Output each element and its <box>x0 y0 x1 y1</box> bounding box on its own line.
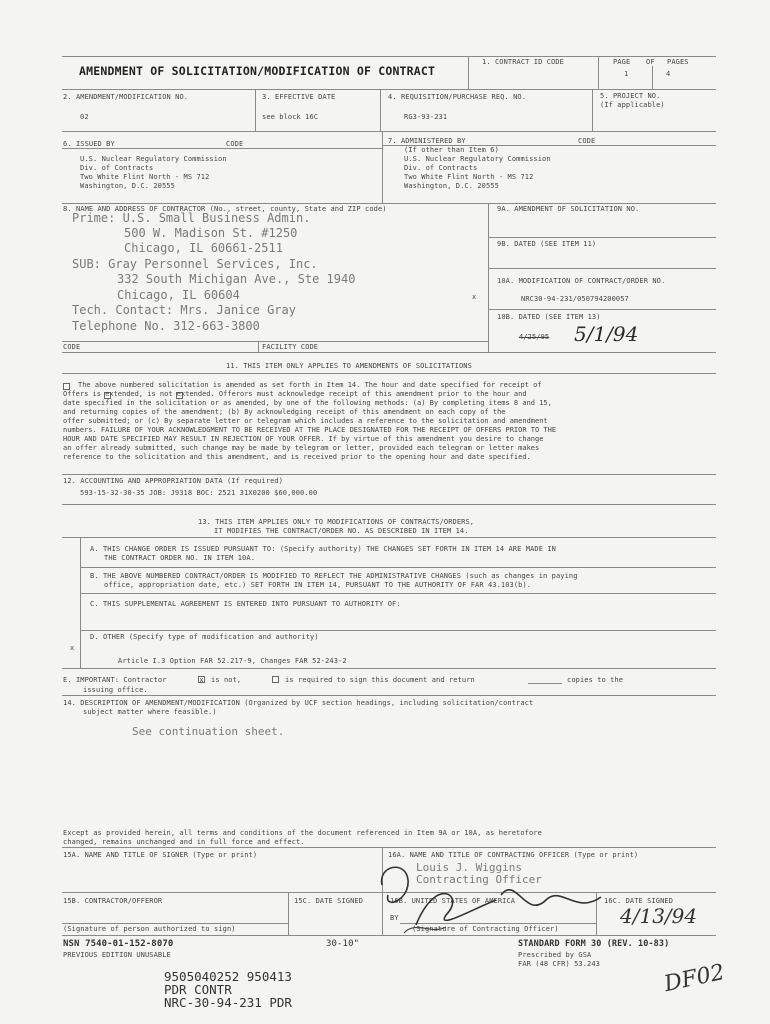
item-e-line-2: issuing office. <box>83 686 148 694</box>
item-16b-by: BY <box>390 914 399 922</box>
nsn-number: NSN 7540-01-152-8070 <box>63 939 174 949</box>
requisition-label: 4. REQUISITION/PURCHASE REQ. NO. <box>388 93 527 101</box>
item-11-line-1: The above numbered solicitation is amended as set forth in Item 14. The hour and date specified for receipt of <box>78 381 542 389</box>
administered-by-sub: (If other than Item 6) <box>404 146 499 154</box>
item-10a-label: 10A. MODIFICATION OF CONTRACT/ORDER NO. <box>497 277 666 285</box>
item-10a-value[interactable]: NRC30-94-231/050794200057 <box>521 295 629 303</box>
amendment-no-label: 2. AMENDMENT/MODIFICATION NO. <box>63 93 189 101</box>
administered-code-label: CODE <box>578 137 596 145</box>
standard-form: STANDARD FORM 30 (REV. 10-83) <box>518 939 670 949</box>
item-13c-line-1: C. THIS SUPPLEMENTAL AGREEMENT IS ENTERED INTO PURSUANT TO AUTHORITY OF: <box>90 600 401 608</box>
pages-value: 4 <box>666 70 671 78</box>
item-e-required: is required to sign this document and return <box>285 676 475 684</box>
of-label: OF <box>646 58 655 66</box>
item-14-label-1: 14. DESCRIPTION OF AMENDMENT/MODIFICATION (Organized by UCF section headings, including solicitation/contract <box>63 699 534 707</box>
item-9b-label: 9B. DATED (SEE ITEM 11) <box>497 240 597 248</box>
item-11-line-6: numbers. FAILURE OF YOUR ACKNOWLEDGMENT TO BE RECEIVED AT THE PLACE DESIGNATED FOR THE RECEIPT OF OFFERS PRIOR TO THE <box>63 426 557 434</box>
item-10b-handwritten-date: 5/1/94 <box>574 322 639 346</box>
administered-by-label: 7. ADMINISTERED BY <box>388 137 466 145</box>
contractor-label: 8. NAME AND ADDRESS OF CONTRACTOR (No., street, county, State and ZIP code) <box>63 205 387 213</box>
administered-by-line-4: Washington, D.C. 20555 <box>404 182 499 190</box>
facility-code-label: FACILITY CODE <box>262 343 319 351</box>
administered-by-line-3: Two White Flint North - MS 712 <box>404 173 534 181</box>
item-13a-line-2: THE CONTRACT ORDER NO. IN ITEM 10A. <box>104 554 256 562</box>
contracting-officer-title[interactable]: Contracting Officer <box>416 873 542 886</box>
item-11-line-3: date specified in the solicitation or as amended, by one of the following methods: (a) By completing items 8 and 15, <box>63 399 552 407</box>
checkbox-x-mark: x <box>199 676 204 684</box>
project-no-sub: (If applicable) <box>600 101 665 109</box>
item-13d-mark[interactable]: x <box>70 644 75 652</box>
terms-line-2: changed, remains unchanged and in full force and effect. <box>63 838 305 846</box>
far-reference: FAR (48 CFR) 53.243 <box>518 960 600 968</box>
item-13-heading-2: IT MODIFIES THE CONTRACT/ORDER NO. AS DESCRIBED IN ITEM 14. <box>214 527 469 535</box>
contractor-line-7[interactable]: Tech. Contact: Mrs. Janice Gray <box>72 303 296 317</box>
contractor-line-4[interactable]: SUB: Gray Personnel Services, Inc. <box>72 257 318 271</box>
contractor-line-1[interactable]: Prime: U.S. Small Business Admin. <box>72 211 311 225</box>
item-11-line-7: HOUR AND DATE SPECIFIED MAY RESULT IN REJECTION OF YOUR OFFER. If by virtue of this amendment you desire to change <box>63 435 544 443</box>
item-16b-label: 16B. UNITED STATES OF AMERICA <box>390 897 516 905</box>
item-13d-line-1: D. OTHER (Specify type of modification and authority) <box>90 633 319 641</box>
effective-date-label: 3. EFFECTIVE DATE <box>262 93 336 101</box>
issued-by-label: 6. ISSUED BY <box>63 140 115 148</box>
item-16c-label: 16C. DATE SIGNED <box>604 897 674 905</box>
pages-label: PAGES <box>667 58 689 66</box>
item-10b-label: 10B. DATED (SEE ITEM 13) <box>497 313 601 321</box>
item-11-line-5: offer submitted; or (c) By separate letter or telegram which includes a reference to the solicitation and amendment <box>63 417 548 425</box>
signature-15-caption: (Signature of person authorized to sign) <box>63 925 236 933</box>
item-11-heading: 11. THIS ITEM ONLY APPLIES TO AMENDMENTS OF SOLICITATIONS <box>226 362 472 370</box>
administered-by-line-1: U.S. Nuclear Regulatory Commission <box>404 155 551 163</box>
corner-handwritten-mark: DF02 <box>662 959 727 998</box>
item-15a-label: 15A. NAME AND TITLE OF SIGNER (Type or print) <box>63 851 258 859</box>
item-9a-label: 9A. AMENDMENT OF SOLICITATION NO. <box>497 205 640 213</box>
requisition-value[interactable]: RG3-93-231 <box>404 113 448 121</box>
item-11-line-8: an offer already submitted, such change may be made by telegram or letter, provided each telegram or letter makes <box>63 444 540 452</box>
item-16a-label: 16A. NAME AND TITLE OF CONTRACTING OFFICER (Type or print) <box>388 851 639 859</box>
item-14-label-2: subject matter where feasible.) <box>83 708 217 716</box>
solicitation-amended-checkbox[interactable] <box>63 383 70 390</box>
prescribed-by: Prescribed by GSA <box>518 951 592 959</box>
item-10b-struck-date: 4/25/95 <box>519 333 550 341</box>
issued-by-line-3: Two White Flint North - MS 712 <box>80 173 210 181</box>
effective-date-value[interactable]: see block 16C <box>262 113 319 121</box>
item-10a-mark[interactable]: x <box>472 293 477 301</box>
item-11-line-9: reference to the solicitation and this amendment, and is received prior to the opening hour and date specified. <box>63 453 531 461</box>
item-13b-line-2: office, appropriation date, etc.) SET FORTH IN ITEM 14, PURSUANT TO THE AUTHORITY OF FAR 43.103(b). <box>104 581 532 589</box>
contractor-is-required-checkbox[interactable] <box>272 676 279 683</box>
item-16c-date: 4/13/94 <box>620 904 698 928</box>
administered-by-line-2: Div. of Contracts <box>404 164 478 172</box>
item-e-is-not: is not, <box>211 676 242 684</box>
terms-line-1: Except as provided herein, all terms and conditions of the document referenced in Item 9A or 10A, as heretofore <box>63 829 542 837</box>
contractor-line-2[interactable]: 500 W. Madison St. #1250 <box>124 226 298 240</box>
contracting-officer-name[interactable]: Louis J. Wiggins <box>416 861 522 874</box>
issued-code-label: CODE <box>226 140 244 148</box>
form-title: AMENDMENT OF SOLICITATION/MODIFICATION OF CONTRACT <box>79 64 436 78</box>
item-14-value[interactable]: See continuation sheet. <box>132 725 285 738</box>
contractor-line-6[interactable]: Chicago, IL 60604 <box>117 288 240 302</box>
item-12-value[interactable]: 593-15-32-30-35 JOB: J9318 BOC: 2521 31X0200 $60,000.00 <box>80 489 318 497</box>
issued-by-line-1: U.S. Nuclear Regulatory Commission <box>80 155 227 163</box>
contract-id-code-label: 1. CONTRACT ID CODE <box>482 58 564 66</box>
item-12-label: 12. ACCOUNTING AND APPROPRIATION DATA (If required) <box>63 477 284 485</box>
contractor-is-not-checkbox[interactable] <box>198 676 205 683</box>
item-11-line-2: Offers is extended, is not extended. Offerors must acknowledge receipt of this amendment prior to the hour and <box>63 390 527 398</box>
item-11-line-4: and returning copies of the amendment; (b) By acknowledging receipt of this amendment on each copy of the <box>63 408 506 416</box>
signature-16-caption: (Signature of Contracting Officer) <box>412 925 559 933</box>
contracting-officer-signature <box>376 855 636 940</box>
project-no-label: 5. PROJECT NO. <box>600 92 661 100</box>
issued-by-line-2: Div. of Contracts <box>80 164 154 172</box>
previous-edition: PREVIOUS EDITION UNUSABLE <box>63 951 171 959</box>
item-e-text-1: E. IMPORTANT: Contractor <box>63 676 167 684</box>
issued-by-line-4: Washington, D.C. 20555 <box>80 182 175 190</box>
contractor-line-3[interactable]: Chicago, IL 60661-2511 <box>124 241 283 255</box>
item-15c-label: 15C. DATE SIGNED <box>294 897 364 905</box>
stamp-line-3: NRC-30-94-231 PDR <box>164 995 292 1010</box>
item-e-copies: copies to the <box>567 676 624 684</box>
item-13a-line-1: A. THIS CHANGE ORDER IS ISSUED PURSUANT TO: (Specify authority) THE CHANGES SET FORTH IN ITEM 14 ARE MADE IN <box>90 545 556 553</box>
page-value: 1 <box>624 70 629 78</box>
contractor-line-8[interactable]: Telephone No. 312-663-3800 <box>72 319 260 333</box>
item-13-heading-1: 13. THIS ITEM APPLIES ONLY TO MODIFICATIONS OF CONTRACTS/ORDERS, <box>198 518 475 526</box>
amendment-no-value[interactable]: 02 <box>80 113 89 121</box>
stamp-line-1: 9505040252 950413 <box>164 969 292 984</box>
item-13d-value[interactable]: Article I.3 Option FAR 52.217-9, Changes FAR 52-243-2 <box>118 657 347 665</box>
contractor-line-5[interactable]: 332 South Michigan Ave., Ste 1940 <box>117 272 356 286</box>
page-label: PAGE <box>613 58 631 66</box>
form-code: 30-10" <box>326 939 360 949</box>
stamp-line-2: PDR CONTR <box>164 982 232 997</box>
item-15b-label: 15B. CONTRACTOR/OFFEROR <box>63 897 163 905</box>
item-13b-line-1: B. THE ABOVE NUMBERED CONTRACT/ORDER IS MODIFIED TO REFLECT THE ADMINISTRATIVE CHANGES (such as changes in paying <box>90 572 578 580</box>
contractor-code-label: CODE <box>63 343 81 351</box>
